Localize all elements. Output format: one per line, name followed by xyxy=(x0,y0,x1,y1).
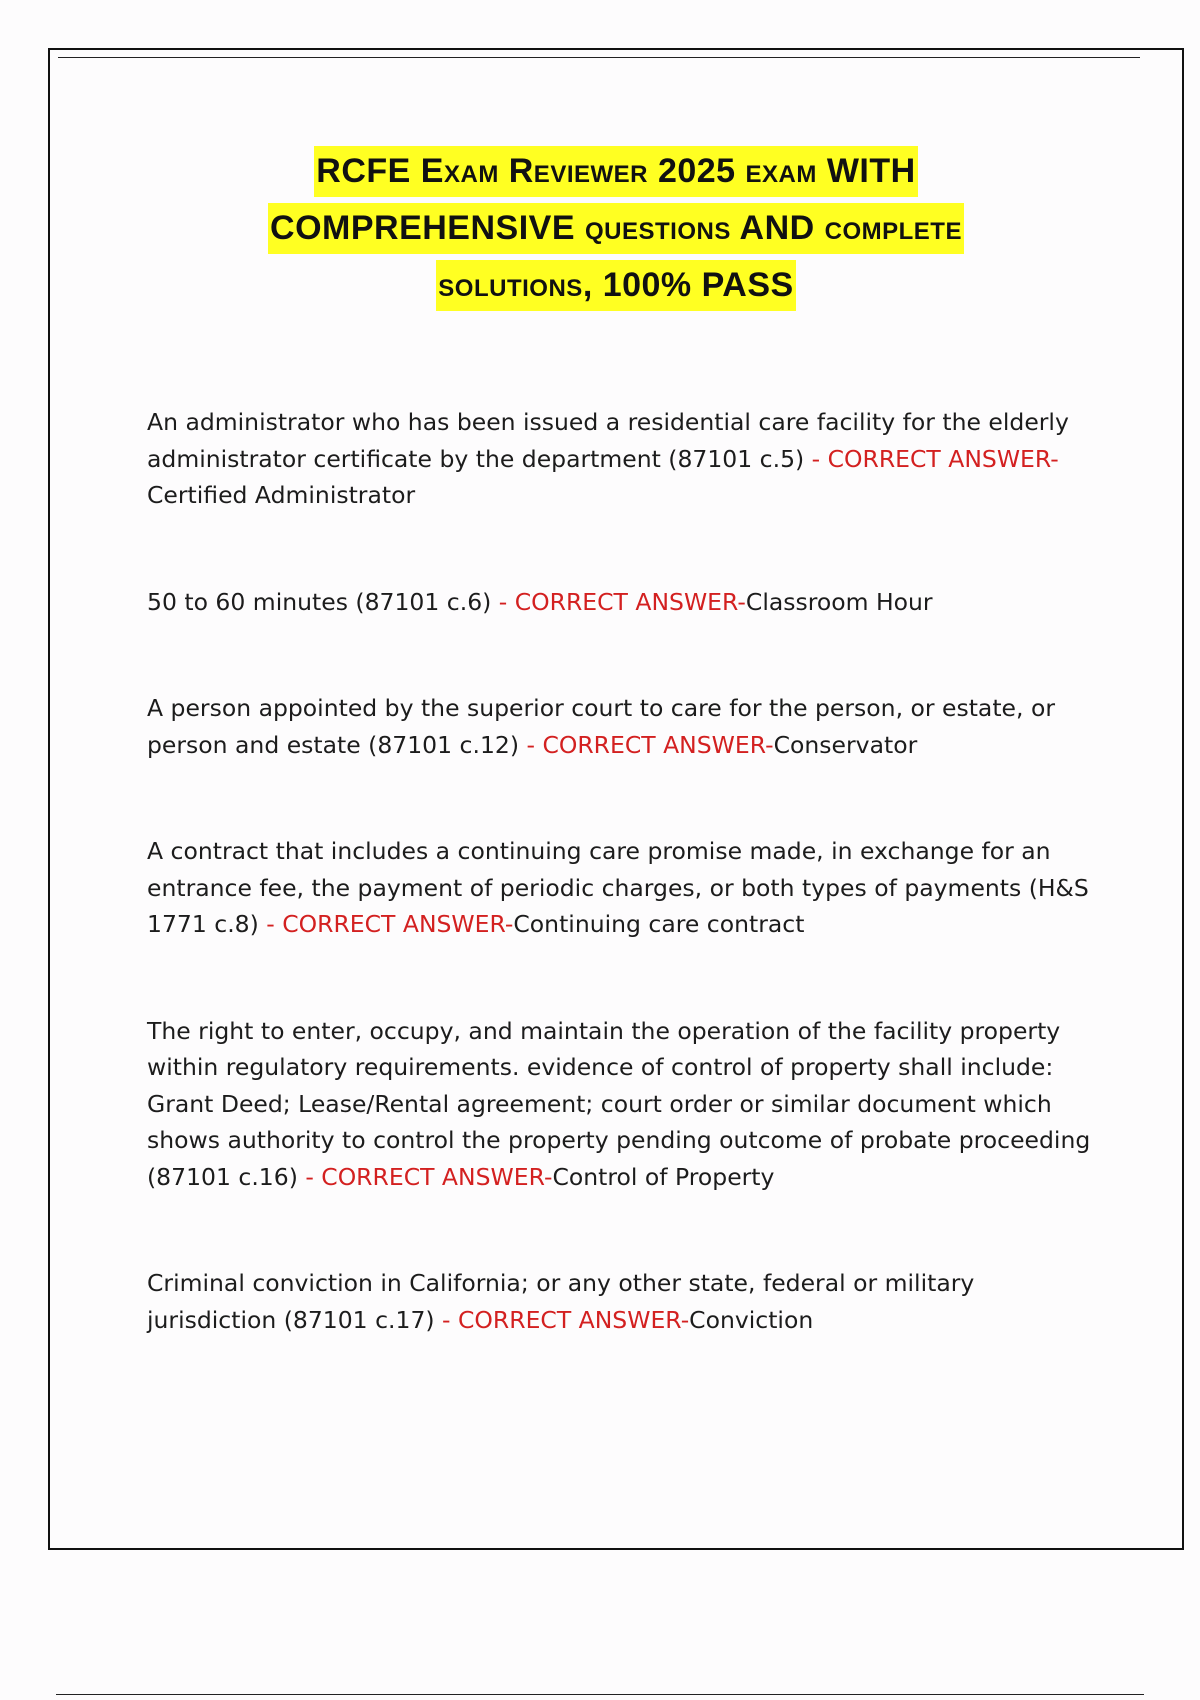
title-text: complete xyxy=(824,209,962,247)
question-text: Criminal conviction in California; or any other state, federal or military jurisdiction (87101 c.17) xyxy=(147,1269,975,1334)
title-text: WITH xyxy=(816,152,916,190)
answer-separator: - xyxy=(491,587,515,616)
question-text: The right to enter, occupy, and maintain the operation of the facility property within regulatory requirements. evidence of control of property shall include: Grant Deed; Lease/Rental agreement; court order or similar document which shows authority to control the property pending outcome of probate proceeding (87101 c.16) xyxy=(147,1016,1091,1191)
document-title xyxy=(50,146,1182,317)
answer-marker: CORRECT ANSWER xyxy=(514,587,738,616)
answer-text: Control of Property xyxy=(552,1162,775,1191)
answer-separator: - xyxy=(258,910,283,938)
page-frame xyxy=(48,48,1184,1550)
answer-text: Conviction xyxy=(689,1305,814,1334)
top-rule xyxy=(58,57,1140,58)
answer-separator: - xyxy=(519,730,543,759)
qa-item xyxy=(147,1013,1107,1196)
title-text: solutions xyxy=(438,266,583,304)
answer-marker: CORRECT ANSWER xyxy=(282,910,505,938)
answer-text: Continuing care contract xyxy=(513,910,805,938)
marker-dash: - xyxy=(543,1162,553,1191)
marker-dash: - xyxy=(765,730,774,759)
question-text: A contract that includes a continuing care promise made, in exchange for an entrance fee, the payment of periodic charges, or both types of payments (H&S 1771 c.8) xyxy=(147,837,1089,938)
marker-dash: - xyxy=(680,1305,690,1334)
title-line-2 xyxy=(268,203,964,254)
title-line-3 xyxy=(436,260,795,311)
title-text: AND xyxy=(730,209,825,247)
title-text: Exam Reviewer xyxy=(420,152,648,190)
question-text: An administrator who has been issued a residential care facility for the elderly administrator certificate by the department (87101 c.5) xyxy=(147,408,1069,473)
marker-dash: - xyxy=(737,587,746,616)
qa-item xyxy=(147,833,1107,943)
qa-item xyxy=(147,584,1107,621)
answer-marker: CORRECT ANSWER xyxy=(321,1162,544,1191)
title-text: , 100% PASS xyxy=(582,266,794,304)
answer-marker: CORRECT ANSWER xyxy=(827,444,1051,473)
title-text: RCFE xyxy=(316,152,421,190)
answer-text: Classroom Hour xyxy=(745,587,933,616)
bottom-rule xyxy=(56,1694,1144,1695)
qa-item xyxy=(147,690,1107,763)
qa-item xyxy=(147,404,1107,514)
answer-separator: - xyxy=(434,1305,458,1334)
answer-marker: CORRECT ANSWER xyxy=(458,1305,681,1334)
answer-text: Conservator xyxy=(773,730,918,759)
qa-list xyxy=(147,404,1107,1408)
title-text: questions xyxy=(584,209,731,247)
qa-item xyxy=(147,1265,1107,1338)
title-text: COMPREHENSIVE xyxy=(270,209,585,247)
marker-dash: - xyxy=(504,910,514,938)
question-text: 50 to 60 minutes (87101 c.6) xyxy=(147,587,492,616)
answer-separator: - xyxy=(804,444,828,473)
question-text: A person appointed by the superior court to care for the person, or estate, or person and estate (87101 c.12) xyxy=(147,694,1055,759)
title-line-1 xyxy=(314,146,917,197)
title-text: exam xyxy=(745,152,817,190)
answer-text: Certified Administrator xyxy=(147,481,416,509)
marker-dash: - xyxy=(1050,444,1059,473)
answer-separator: - xyxy=(297,1162,322,1191)
title-text: 2025 xyxy=(648,152,746,190)
answer-marker: CORRECT ANSWER xyxy=(542,730,766,759)
